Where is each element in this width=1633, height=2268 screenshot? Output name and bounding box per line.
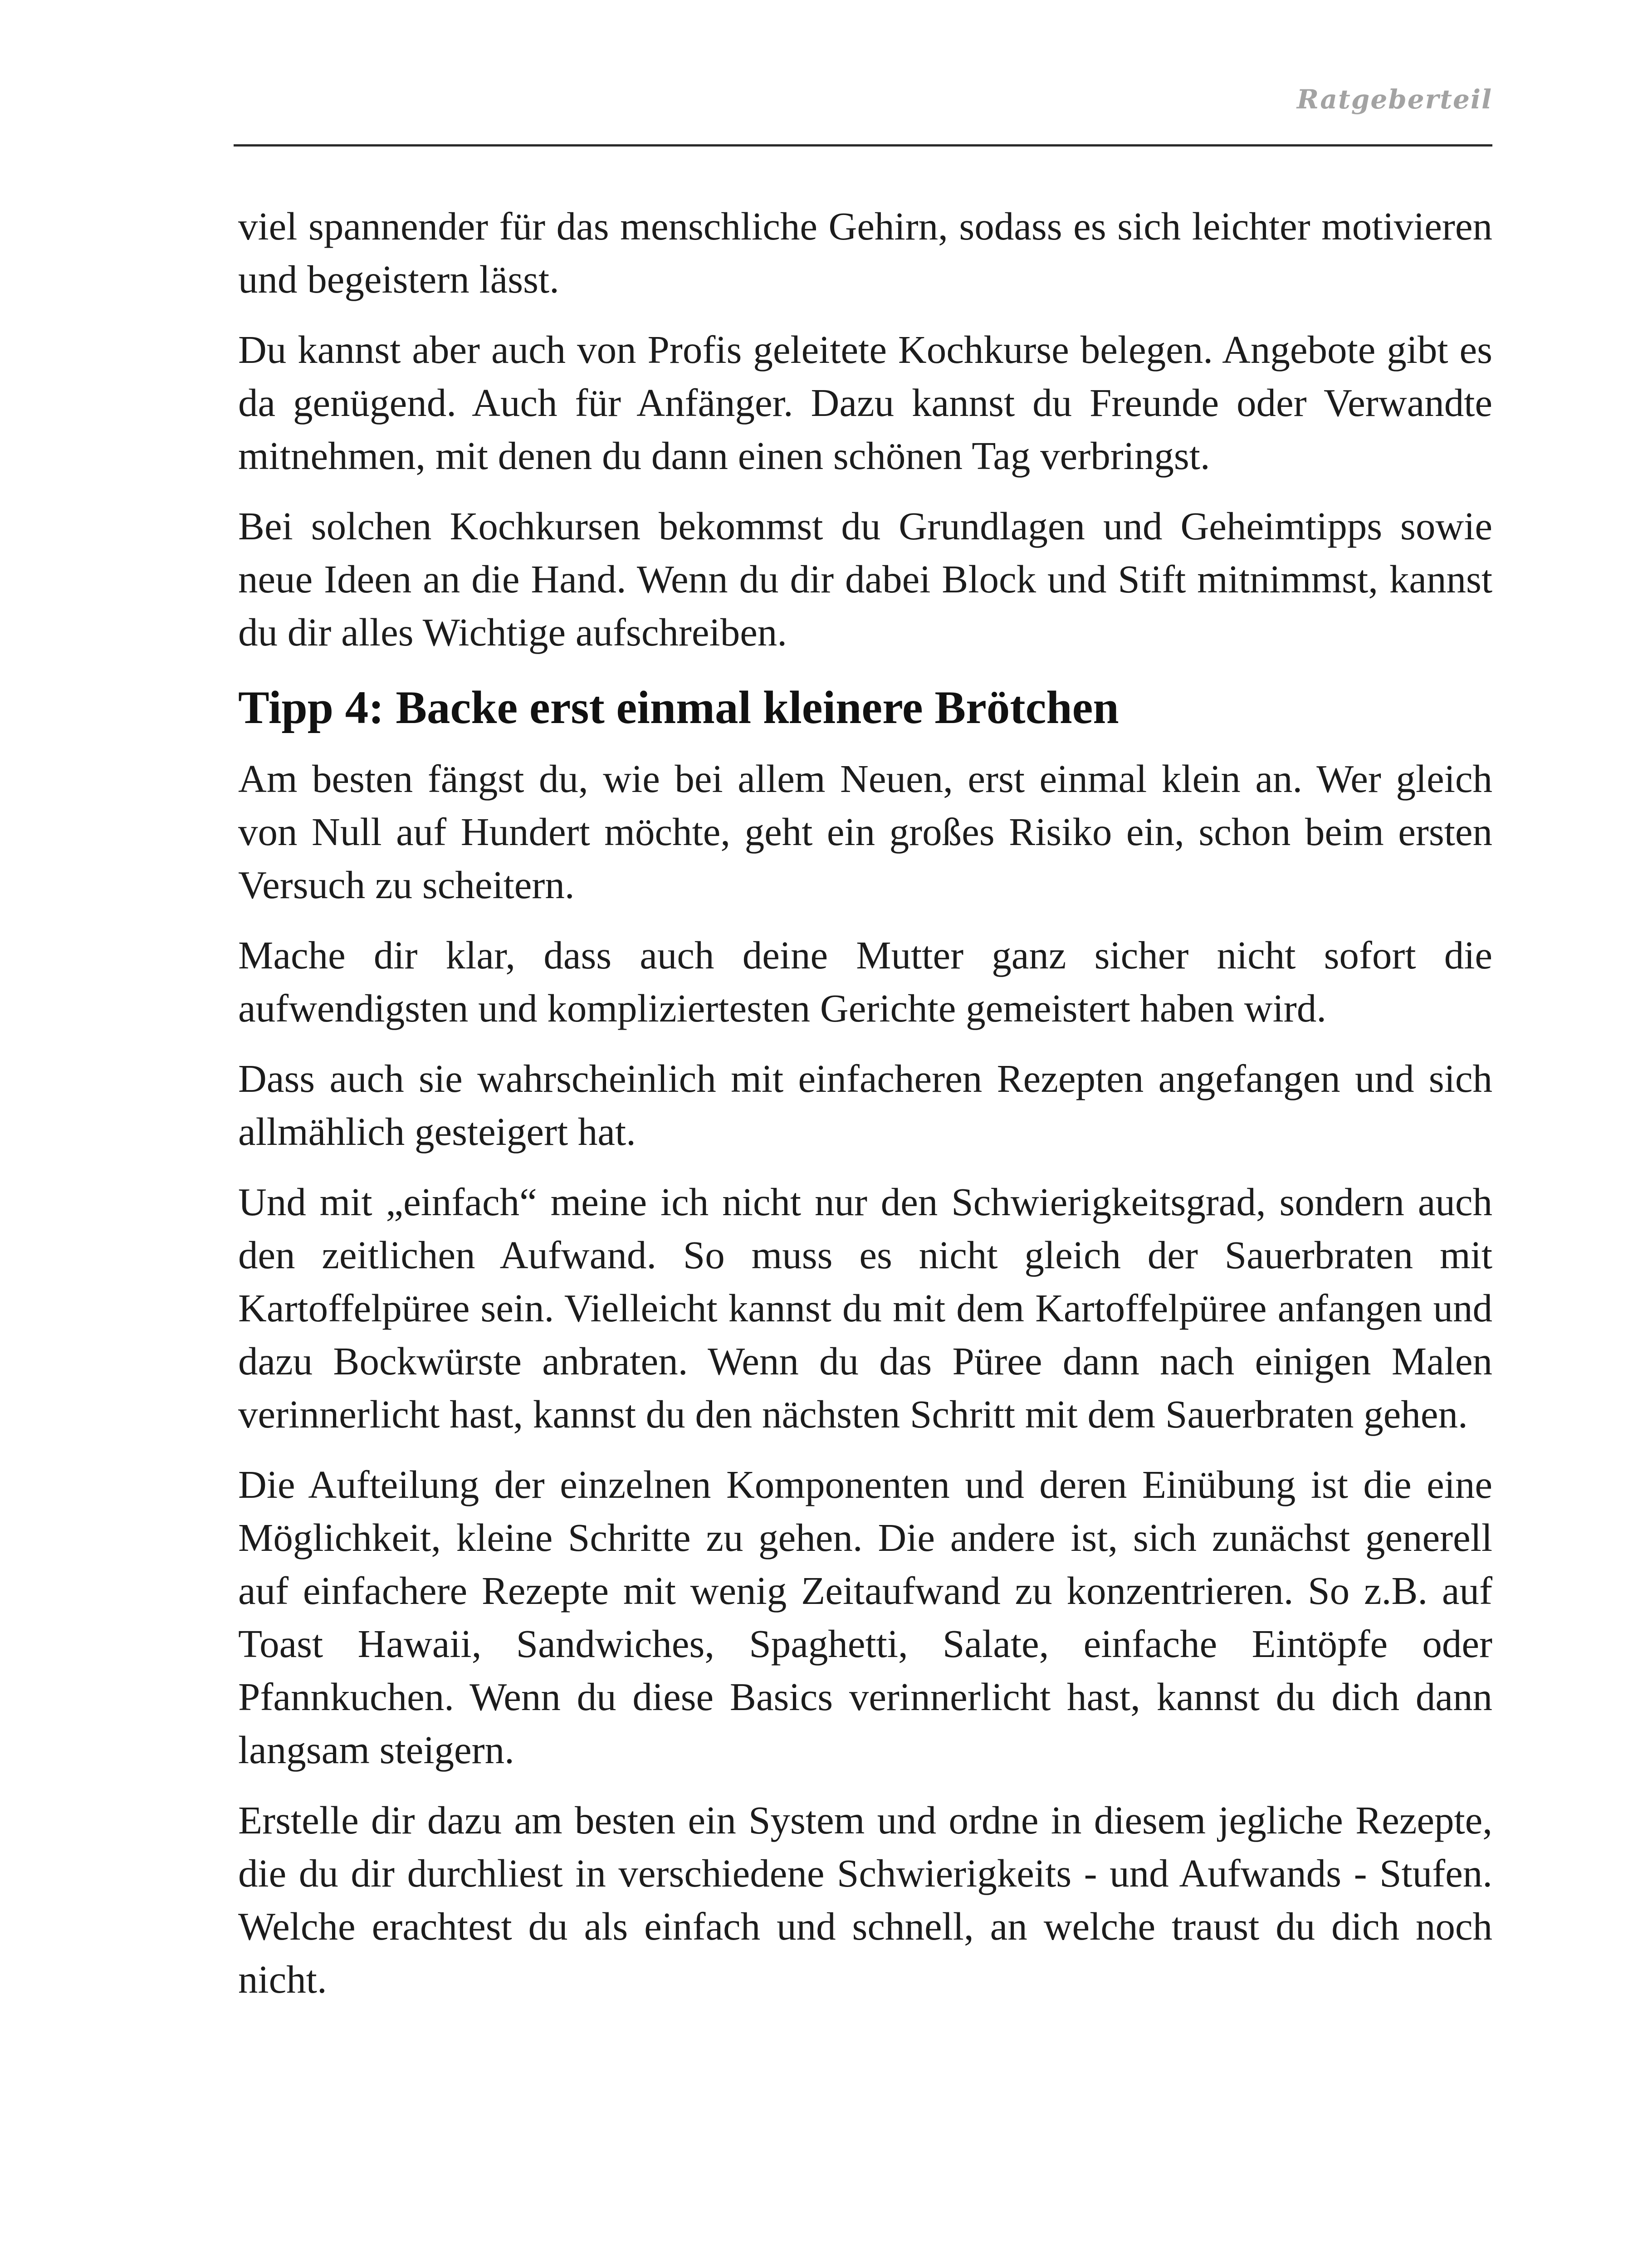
paragraph-7: Und mit „einfach“ meine ich nicht nur den Schwierigkeitsgrad, sondern auch den zeitlichen Aufwand. So muss es nicht gleich der Sauerbraten mit Kartoffelpüree sein. Vielleicht kannst du mit dem Kartoffelpüree anfangen und dazu Bockwürste anbraten. Wenn du das Püree dann nach einigen Malen verinnerlicht hast, kannst du den nächsten Schritt mit dem Sauerbraten gehen.: [238, 1180, 1492, 1436]
header-divider: [234, 144, 1492, 147]
paragraph-5: Mache dir klar, dass auch deine Mutter ganz sicher nicht sofort die aufwendigsten und kompliziertesten Gerichte gemeistert haben wird.: [238, 933, 1492, 1030]
running-header-title: Ratgeberteil: [1296, 84, 1492, 115]
paragraph-2: Du kannst aber auch von Profis geleitete Kochkurse belegen. Angebote gibt es da genügend. Auch für Anfänger. Dazu kannst du Freunde oder Verwandte mitnehmen, mit denen du dann einen schönen Tag verbringst.: [238, 327, 1492, 478]
paragraph-8: Die Aufteilung der einzelnen Komponenten und deren Einübung ist die eine Möglichkeit, kleine Schritte zu gehen. Die andere ist, sich zunächst generell auf einfachere Rezepte mit wenig Zeitaufwand zu konzentrieren. So z.B. auf Toast Hawaii, Sandwiches, Spaghetti, Salate, einfache Eintöpfe oder Pfannkuchen. Wenn du diese Basics verinnerlicht hast, kannst du dich dann langsam steigern.: [238, 1462, 1492, 1772]
page-body: [238, 200, 1492, 2023]
paragraph-4: Am besten fängst du, wie bei allem Neuen, erst einmal klein an. Wer gleich von Null auf Hundert möchte, geht ein großes Risiko ein, schon beim ersten Versuch zu scheitern.: [238, 757, 1492, 907]
paragraph-3: Bei solchen Kochkursen bekommst du Grundlagen und Geheimtipps sowie neue Ideen an die Hand. Wenn du dir dabei Block und Stift mitnimmst, kannst du dir alles Wichtige aufschreiben.: [238, 504, 1492, 654]
paragraph-9: Erstelle dir dazu am besten ein System und ordne in diesem jegliche Rezepte, die du dir durchliest in verschiedene Schwierigkeits - und Aufwands - Stufen. Welche erachtest du als einfach und schnell, an welche traust du dich noch nicht.: [238, 1798, 1492, 2001]
paragraph-6: Dass auch sie wahrscheinlich mit einfacheren Rezepten angefangen und sich allmählich gesteigert hat.: [238, 1056, 1492, 1154]
section-heading: Tipp 4: Backe erst einmal kleinere Brötchen: [238, 682, 1119, 733]
paragraph-1: viel spannender für das menschliche Gehirn, sodass es sich leichter motivieren und begeistern lässt.: [238, 204, 1492, 301]
